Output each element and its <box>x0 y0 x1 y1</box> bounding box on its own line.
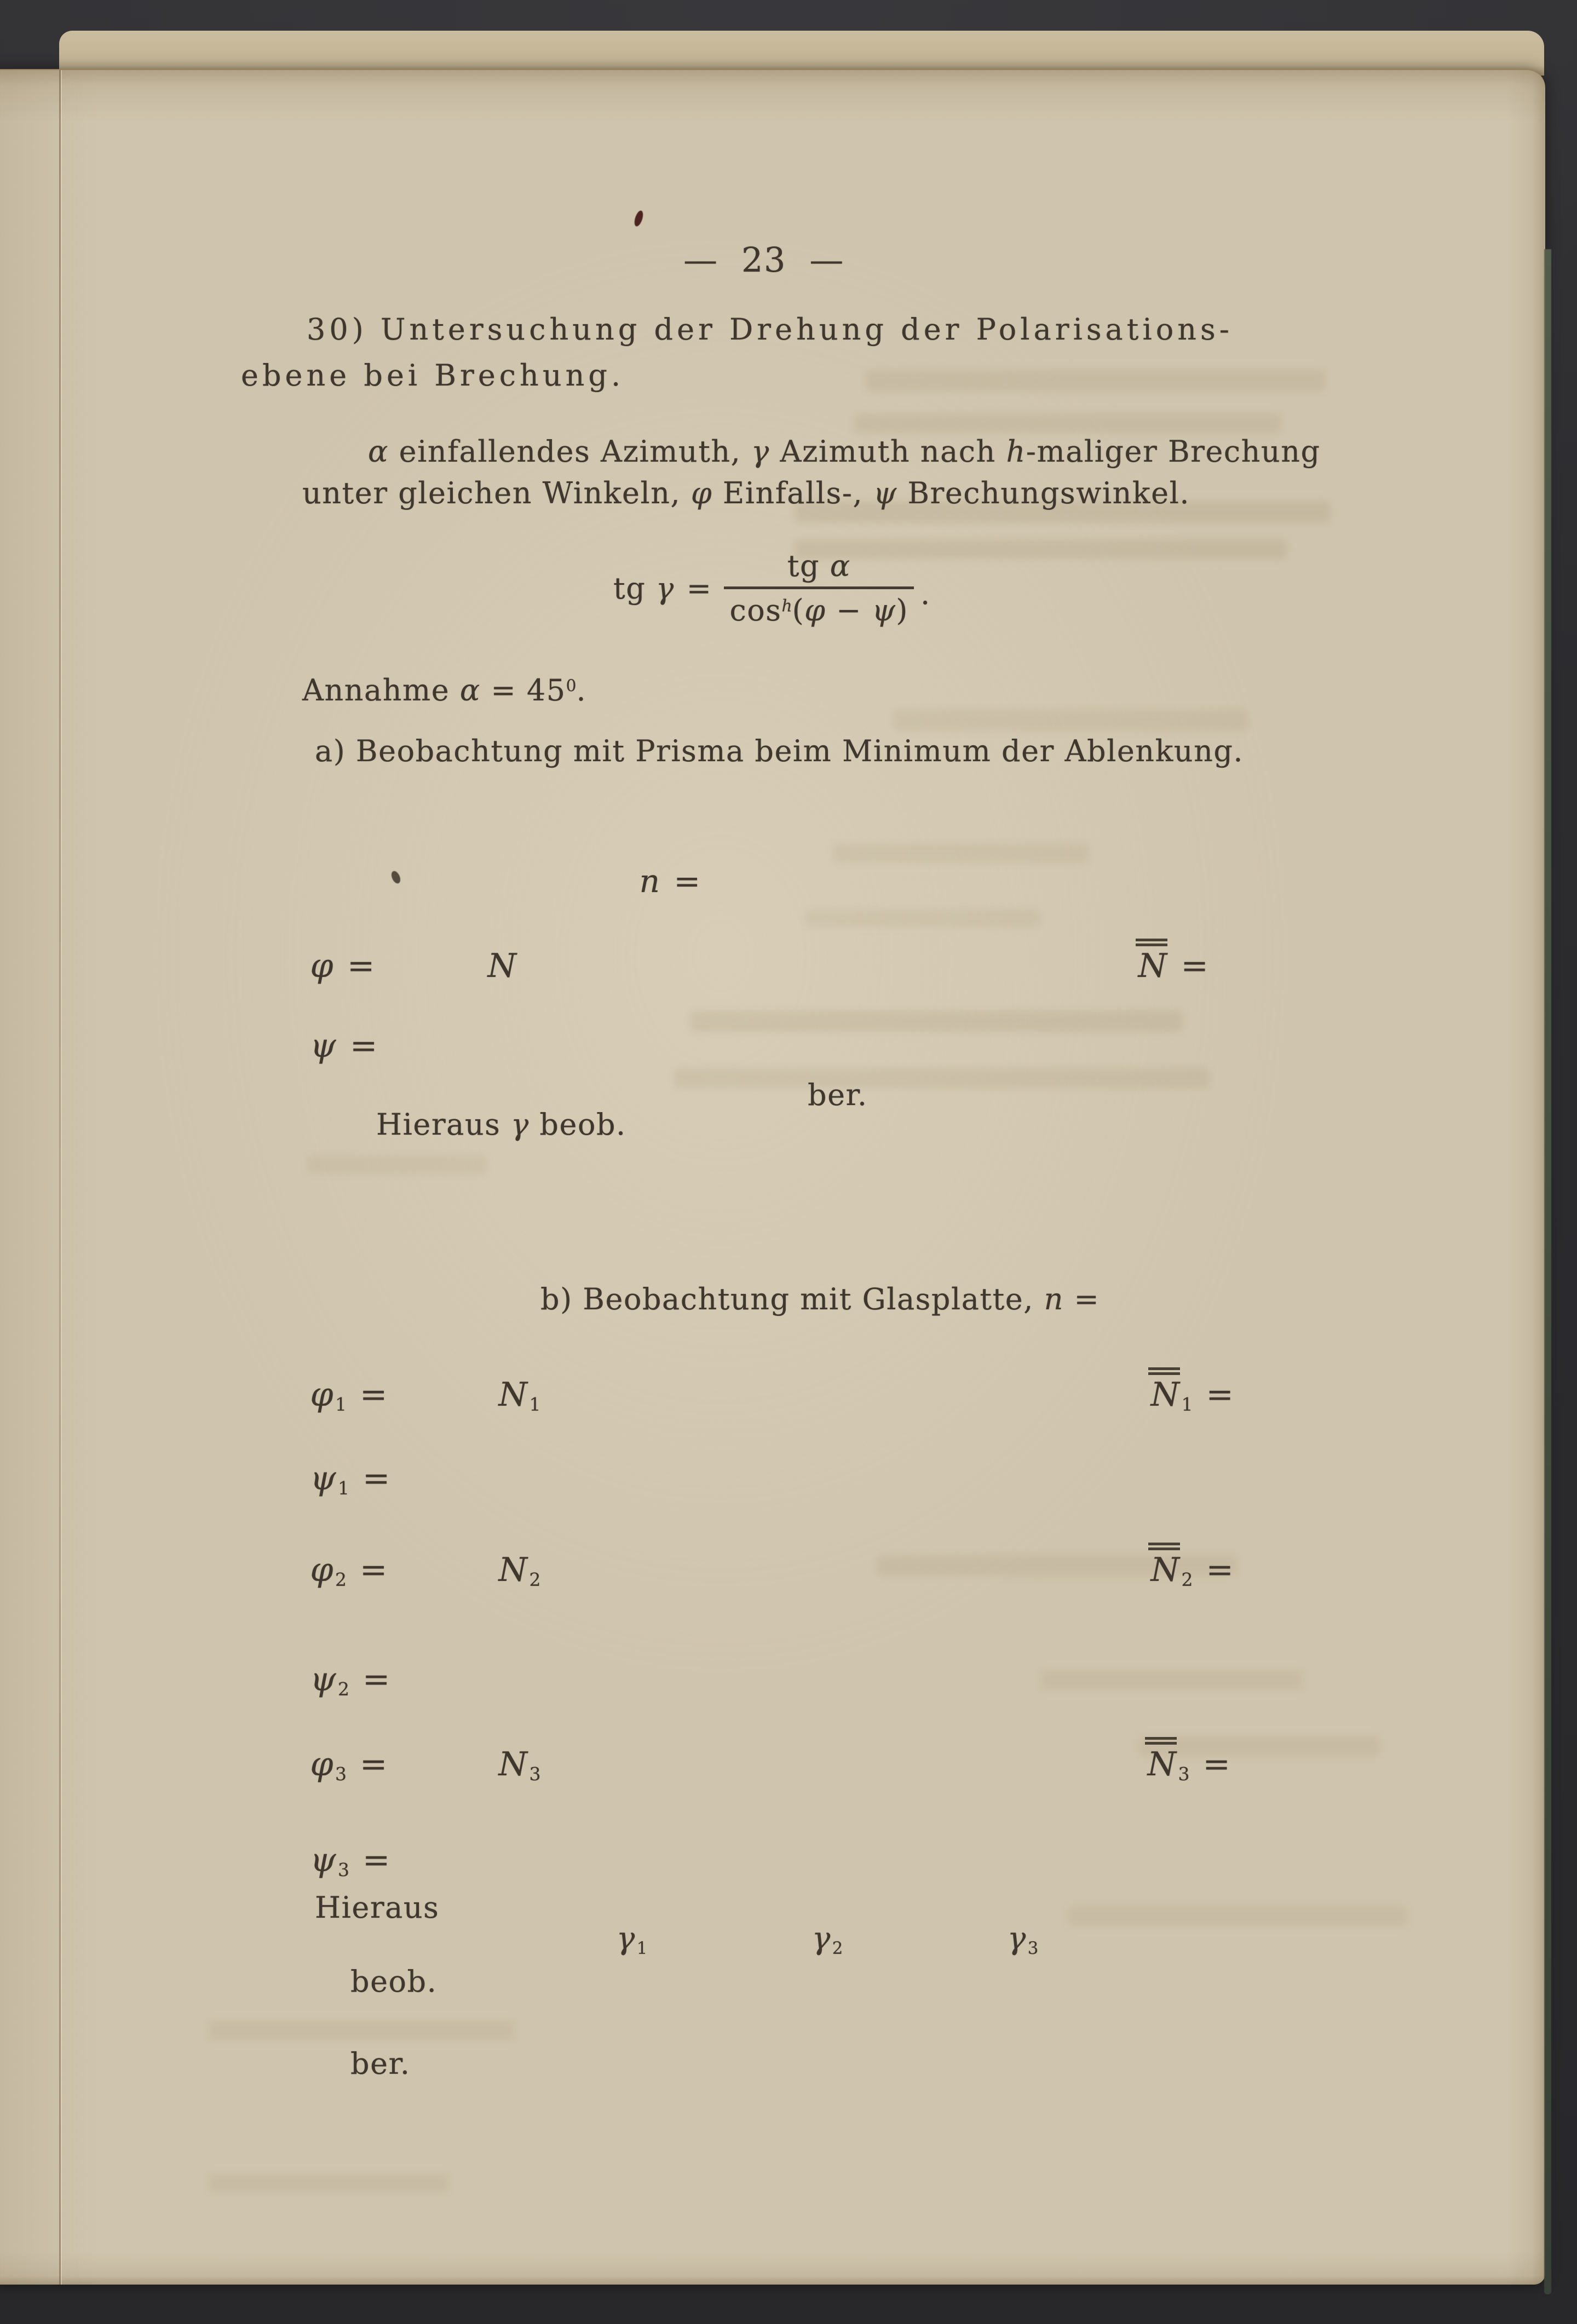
n-symbol: n <box>1044 1282 1064 1316</box>
psi-equals-blank: ψ = <box>310 1027 378 1065</box>
fraction <box>724 549 914 628</box>
ink-fleck <box>633 210 645 228</box>
gamma3-column-header: $\gamma_3$ <box>1007 1921 1039 1958</box>
book-cover-edge <box>1544 249 1551 2294</box>
N-bar-equals-blank: N = <box>1138 947 1210 985</box>
bleedthrough-smudge <box>1068 1906 1407 1926</box>
psi-symbol: ψ <box>873 476 897 510</box>
n-equals-blank: n = <box>639 862 701 900</box>
binding-crease-highlight <box>61 70 62 2285</box>
fraction-numerator: tg α <box>787 549 851 583</box>
paper-speck <box>390 870 402 885</box>
N-label: N <box>487 947 517 985</box>
subsection-a-title: a) Beobachtung mit Prisma beim Minimum der Ablenkung. <box>315 734 1244 768</box>
gamma2-column-header: $\gamma_2$ <box>811 1921 843 1958</box>
book-page <box>0 69 1545 2285</box>
equals-sign: = <box>686 571 712 606</box>
bleedthrough-smudge <box>1040 1670 1303 1690</box>
N2-bar-equals-blank: $N_2$ = <box>1150 1551 1235 1591</box>
N2-label: $N_2$ <box>498 1551 541 1591</box>
psi1-equals-blank: $\psi_1$ = <box>310 1459 391 1499</box>
bleedthrough-smudge <box>893 709 1248 731</box>
ber-row-label: ber. <box>350 2046 411 2081</box>
psi2-equals-blank: $\psi_2$ = <box>310 1660 391 1700</box>
fraction-denominator: $\cos^h(\varphi - \psi)$ <box>724 586 914 625</box>
section-heading-line-2: ebene bei Brechung. <box>241 358 625 393</box>
section-heading-line-1: 30) Untersuchung der Drehung der Polarisations- <box>307 312 1233 347</box>
bleedthrough-smudge <box>865 370 1325 392</box>
phi1-equals-blank: $\varphi_1$ = <box>310 1376 388 1416</box>
phi2-equals-blank: $\varphi_2$ = <box>310 1551 388 1591</box>
intro-line-2: unter gleichen Winkeln, φ Einfalls-, ψ Brechungswinkel. <box>302 476 1190 510</box>
assumption-line: Annahme $\alpha = 45^0$. <box>302 673 587 707</box>
bleedthrough-smudge <box>674 1068 1210 1089</box>
gamma1-column-header: $\gamma_1$ <box>616 1921 648 1958</box>
formula-period: . <box>920 577 931 611</box>
hieraus-label: Hieraus <box>315 1890 440 1925</box>
N3-label: $N_3$ <box>498 1745 541 1785</box>
gamma-symbol: γ <box>751 434 770 469</box>
beob-row-label: beob. <box>350 1964 438 1999</box>
phi-equals-blank: φ = <box>310 947 376 985</box>
bleedthrough-smudge <box>208 2174 449 2193</box>
bleedthrough-smudge <box>208 2021 515 2040</box>
alpha-symbol: α <box>368 434 389 469</box>
subsection-b-title: b) Beobachtung mit Glasplatte, n = <box>540 1282 1100 1316</box>
bleedthrough-smudge <box>805 909 1040 928</box>
bleedthrough-smudge <box>832 843 1090 863</box>
psi3-equals-blank: $\psi_3$ = <box>310 1841 391 1881</box>
N3-bar-equals-blank: $N_3$ = <box>1147 1745 1231 1785</box>
alpha-symbol: α <box>459 673 481 707</box>
N1-label: $N_1$ <box>498 1376 541 1416</box>
phi3-equals-blank: $\varphi_3$ = <box>310 1745 388 1785</box>
ber-label: ber. <box>808 1078 868 1112</box>
hieraus-gamma-beob-line: Hieraus γ beob. <box>376 1107 626 1142</box>
h-symbol: h <box>1006 434 1026 469</box>
page-number: — 23 — <box>683 240 844 280</box>
refraction-formula <box>613 549 931 628</box>
intro-line-1: α einfallendes Azimuth, γ Azimuth nach h-maliger Brechung <box>368 434 1321 469</box>
N1-bar-equals-blank: $N_1$ = <box>1150 1376 1235 1416</box>
phi-symbol: φ <box>690 476 713 510</box>
gamma-symbol: γ <box>510 1107 529 1142</box>
formula-lhs: tg γ <box>613 571 675 606</box>
